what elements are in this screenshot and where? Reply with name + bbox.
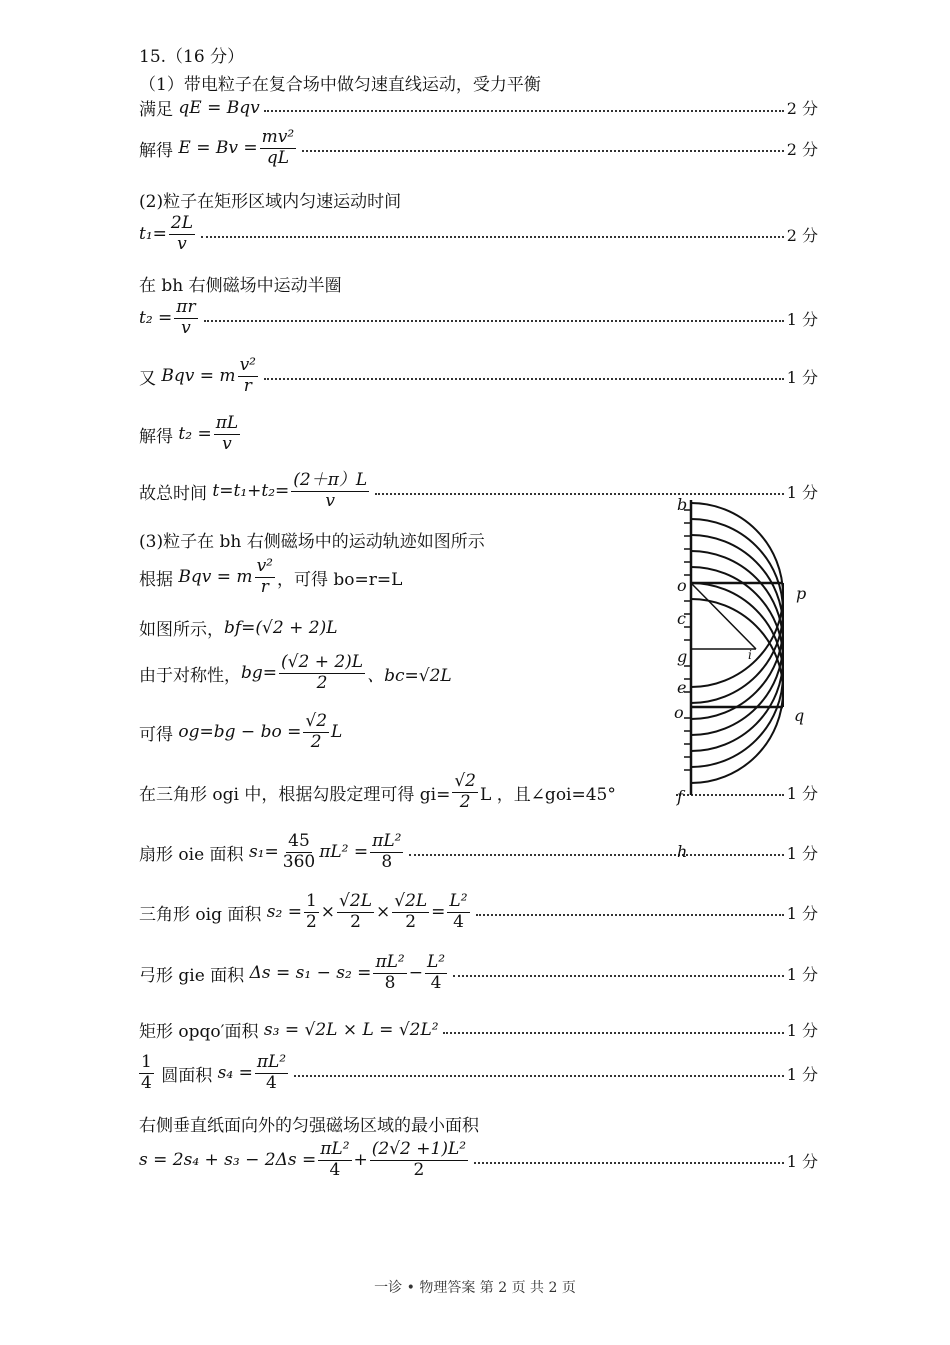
equation-line: $\frac{1}{4}$ 圆面积 s₄ = $\frac{\text{πL²}}{4}$ 1 分: [141, 1052, 818, 1093]
equation-line: 三角形 oig 面积 s₂ = $\frac{1}{2}$ × $\frac{√2L}{2}$ × $\frac{√2L}{2}$ = $\frac{\text{L²}}{4}$ 1 分: [139, 891, 818, 932]
equation-line: t₂ = $\frac{\pi r}{v}$ 1 分: [139, 297, 818, 338]
line-oi: [691, 583, 756, 649]
label-o-prime: o: [674, 703, 684, 722]
label-f: f: [677, 787, 683, 806]
equation-line: 如图所示， bf=(√2 + 2)L: [139, 617, 338, 640]
equation-line: 解得 t₂ = $\frac{\pi L}{v}$: [139, 413, 239, 454]
hatching: [684, 510, 691, 770]
problem-heading: 15.（16 分）: [139, 47, 245, 67]
label-c: c: [677, 609, 686, 628]
text-line: 右侧垂直纸面向外的匀强磁场区域的最小面积: [139, 1116, 479, 1136]
equation-line: s = 2s₄ + s₃ − 2Δs = $\frac{\text{πL²}}{4}$ + $\frac{\text{(2√2 +1)L²}}{2}$ 1 分: [139, 1139, 818, 1180]
equation-line: 矩形 opqo′面积 s₃ = √2L × L = √2L² 1 分: [139, 1019, 818, 1042]
label-p: p: [796, 584, 807, 603]
equation-line: 弓形 gie 面积 Δs = s₁ − s₂ = $\frac{\text{πL²}}{8}$ − $\frac{\text{L²}}{4}$ 1 分: [139, 952, 818, 993]
label-q: q: [794, 706, 805, 725]
part2-intro: (2)粒子在矩形区域内匀速运动时间: [139, 192, 402, 212]
part3-intro: (3)粒子在 bh 右侧磁场中的运动轨迹如图所示: [139, 532, 485, 552]
equation-line: 故总时间 t=t₁+t₂= $\frac{(2+\pi)L}{v}$ 1 分: [139, 470, 818, 511]
label-i: i: [748, 648, 752, 662]
text-line: 在 bh 右侧磁场中运动半圈: [139, 276, 342, 296]
equation-line: 扇形 oie 面积 s₁= $\frac{45}{360}$ πL² = $\frac{\text{πL²}}{8}$ 1 分: [139, 831, 818, 872]
equation-line: 由于对称性， bg= $\frac{(√2 + 2)L}{2}$ 、bc=√2L: [139, 652, 452, 693]
label-o: o: [677, 576, 687, 595]
equation-line: 根据 Bqv = m $\frac{\text{v²}}{r}$ ，可得 bo=r=L: [139, 556, 403, 597]
trajectory-figure: [676, 495, 796, 805]
label-g: g: [677, 647, 688, 666]
page-footer: 一诊 • 物理答案 第 2 页 共 2 页: [374, 1280, 576, 1296]
equation-line: 可得 og=bg − bo = $\frac{√2}{2}$ L: [139, 711, 343, 752]
equation-line: 又 Bqv = m $\frac{\text{v²}}{r}$ 1 分: [139, 355, 818, 396]
label-e: e: [677, 678, 687, 697]
label-h: h: [677, 842, 688, 861]
label-b: b: [677, 495, 688, 514]
equation-line: t₁= $\frac{2L}{v}$ 2 分: [139, 213, 818, 254]
equation-line: 解得 E = Bv = $\frac{\text{mv²}}{qL}$ 2 分: [139, 127, 818, 168]
equation-line: 满足 qE = Bqv 2 分: [139, 97, 818, 120]
part1-intro: （1）带电粒子在复合场中做匀速直线运动，受力平衡: [139, 75, 541, 95]
equation-line: 在三角形 ogi 中，根据勾股定理可得 gi= $\frac{√2}{2}$ L ，且∠goi=45° 1 分: [139, 771, 818, 812]
